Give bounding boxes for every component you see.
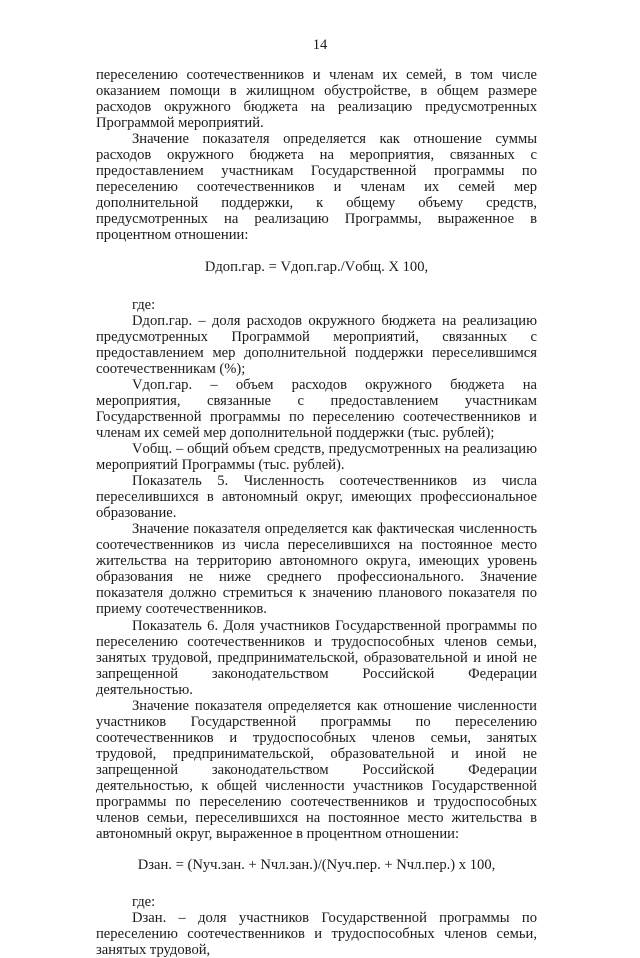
page-number: 14 [312,37,328,53]
paragraph-continuation: переселению соотечественников и членам их семей, в том числе оказанием помощи в жилищном обустройстве, в общем размере расходов окружного бюджета на реализацию предусмотренных Программой мероприятий. [96,67,537,132]
definition-v-dop-gar: Vдоп.гар. – объем расходов окружного бюджета на мероприятия, связанные с предоставлением участникам Государственной программы по переселению соотечественников и членам их семей мер дополнительной поддержки (тыс. рублей); [96,376,537,441]
definition-d-zan: Dзан. – доля участников Государственной программы по переселению соотечественников и трудоспособных членов семьи, занятых трудовой, [96,910,537,958]
definition-d-dop-gar: Dдоп.гар. – доля расходов окружного бюджета на реализацию предусмотренных Программой мероприятий, связанных с предоставлением мер дополнительной поддержки переселившимся соотечественникам (%); [96,312,537,377]
document-body [96,67,537,958]
indicator-5-heading: Показатель 5. Численность соотечественников из числа переселившихся в автономный округ, имеющих профессиональное образование. [96,473,537,522]
formula-employment-share: Dзан. = (Nуч.зан. + Nчл.зан.)/(Nуч.пер. + Nчл.пер.) х 100, [137,857,496,874]
where-label: где: [132,296,156,313]
formula-additional-guarantees: Dдоп.гар. = Vдоп.гар./Vобщ. Х 100, [204,258,429,275]
indicator-6-description: Значение показателя определяется как отношение численности участников Государственной программы по переселению соотечественников и трудоспособных членов семьи, занятых трудовой, предпринимательской, образовательной и иной не запрещенной законодательством Российской Федерации деятельностью, к общей численности участников Государственной программы по переселению соотечественников и трудоспособных членов семьи, переселившихся на постоянное место жительства в автономный округ, выраженное в процентном отношении: [96,697,537,843]
definition-v-obsch: Vобщ. – общий объем средств, предусмотренных на реализацию мероприятий Программы (тыс. рублей). [96,440,537,474]
indicator-6-heading: Показатель 6. Доля участников Государственной программы по переселению соотечественников и трудоспособных членов семьи, занятых трудовой, предпринимательской, образовательной и иной не запрещенной законодательством Российской Федерации деятельностью. [96,617,537,698]
where-label-2: где: [132,894,156,911]
indicator-5-description: Значение показателя определяется как фактическая численность соотечественников из числа переселившихся на постоянное место жительства на территорию автономного округа, имеющих уровень образования не ниже среднего профессионального. Значение показателя должно стремиться к значению планового показателя по приему соотечественников. [96,521,537,618]
paragraph-indicator-definition: Значение показателя определяется как отношение суммы расходов окружного бюджета на мероприятия, связанных с предоставлением участникам Государственной программы по переселению соотечественников и членам их семей мер дополнительной поддержки, к общему объему средств, предусмотренных на реализацию Программы, выраженное в процентном отношении: [96,131,537,244]
